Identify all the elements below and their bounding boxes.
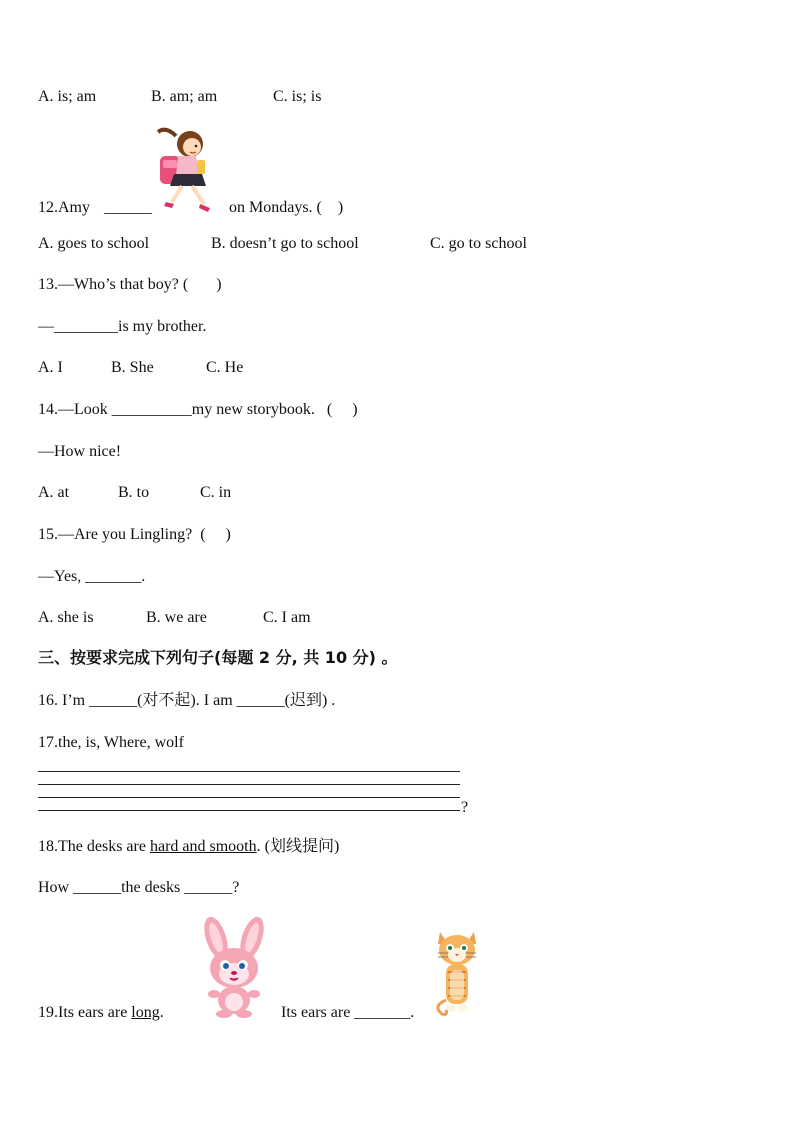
q18-underlined-phrase: hard and smooth xyxy=(149,838,257,855)
q12-stem-start: 12.Amy xyxy=(38,199,94,216)
section-3-heading: 三、按要求完成下列句子(每题 2 分, 共 10 分) 。 xyxy=(38,648,398,667)
q17-question-mark: ? xyxy=(461,799,469,816)
q11-option-c: C. is; is xyxy=(273,88,322,105)
q13-option-b: B. She xyxy=(111,359,154,376)
answer-line xyxy=(38,810,460,811)
girl-with-backpack-icon xyxy=(152,126,218,214)
q12-option-c: C. go to school xyxy=(430,235,527,252)
answer-line xyxy=(38,771,460,772)
q19-underlined-word: long xyxy=(131,1004,160,1021)
q18-stem-end: . (划线提问) xyxy=(256,838,340,855)
q18-answer-line: How ______the desks ______? xyxy=(38,879,240,896)
q18-question xyxy=(38,837,339,857)
cat-icon xyxy=(434,926,480,1018)
q14-answer: —How nice! xyxy=(38,443,122,460)
q13-option-a: A. I xyxy=(38,359,63,376)
q15-option-c: C. I am xyxy=(263,609,311,626)
q12-option-b: B. doesn’t go to school xyxy=(211,235,359,252)
q15-answer: —Yes, _______. xyxy=(38,568,146,585)
q12-option-a: A. goes to school xyxy=(38,235,150,252)
q19-stem-end: . xyxy=(159,1004,164,1021)
q14-question: 14.—Look __________my new storybook. ( ) xyxy=(38,401,358,418)
q14-option-b: B. to xyxy=(118,484,150,501)
q19-question xyxy=(38,1003,164,1023)
q12-stem-end: on Mondays. ( ) xyxy=(229,199,344,216)
q13-option-c: C. He xyxy=(206,359,244,376)
q19-second-sentence: Its ears are _______. xyxy=(281,1004,415,1021)
q14-option-c: C. in xyxy=(200,484,232,501)
q18-stem-start: 18.The desks are xyxy=(38,838,150,855)
q11-option-a: A. is; am xyxy=(38,88,97,105)
q13-answer: —________is my brother. xyxy=(38,318,207,335)
q17-words: 17.the, is, Where, wolf xyxy=(38,734,184,751)
rabbit-icon xyxy=(192,916,276,1018)
q12-blank: ______ xyxy=(104,199,152,216)
q19-stem-start: 19.Its ears are xyxy=(38,1004,132,1021)
q15-option-a: A. she is xyxy=(38,609,94,626)
q11-option-b: B. am; am xyxy=(151,88,218,105)
answer-line xyxy=(38,784,460,785)
answer-line xyxy=(38,797,460,798)
q13-question: 13.—Who’s that boy? ( ) xyxy=(38,276,222,293)
q15-option-b: B. we are xyxy=(146,609,207,626)
q14-option-a: A. at xyxy=(38,484,70,501)
q15-question: 15.—Are you Lingling? ( ) xyxy=(38,526,231,543)
q16-question: 16. I’m ______(对不起). I am ______(迟到) . xyxy=(38,692,336,709)
